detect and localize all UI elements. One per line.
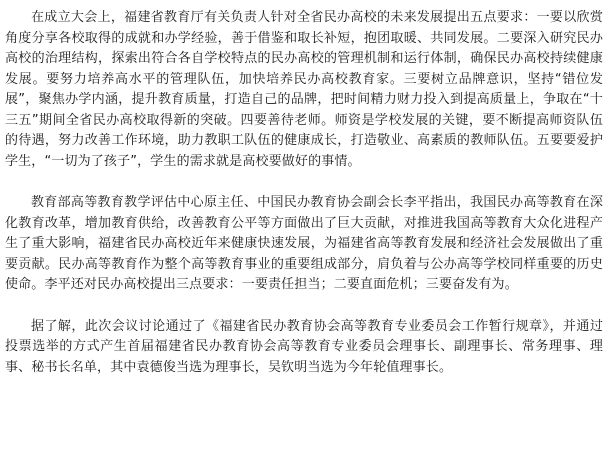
paragraph-spacer	[5, 296, 603, 317]
article-body	[5, 8, 603, 378]
article-paragraph: 据了解，此次会议讨论通过了《福建省民办教育协会高等教育专业委员会工作暂行规章》，并通过投票选举的方式产生首届福建省民办教育协会高等教育专业委员会理事长、副理事长、常务理事、理事、秘书长名单，其中袁德俊当选为理事长，吴钦明当选为今年轮值理事长。	[5, 318, 603, 375]
article-paragraph: 教育部高等教育教学评估中心原主任、中国民办教育协会副会长李平指出，我国民办高等教育在深化教育改革，增加教育供给，改善教育公平等方面做出了巨大贡献，对推进我国高等教育大众化进程产生了重大影响，福建省民办高校近年来健康快速发展，为福建省高等教育发展和经济社会发展做出了重要贡献。民办高等教育作为整个高等教育事业的重要组成部分，肩负着与公办高等学校同样重要的历史使命。李平还对民办高校提出三点要求：一要责任担当；二要直面危机；三要奋发有为。	[5, 195, 603, 292]
article-paragraph: 在成立大会上，福建省教育厅有关负责人针对全省民办高校的未来发展提出五点要求：一要以欣赏角度分享各校取得的成就和办学经验，善于借鉴和取长补短，抱团取暖、共同发展。二要深入研究民办高校的治理结构，探索出符合各自学校特点的民办高校的管理机制和运行体制，确保民办高校持续健康发展。要努力培养高水平的管理队伍，加快培养民办高校教育家。三要树立品牌意识，坚持“错位发展”，聚焦办学内涵，提升教育质量，打造自己的品牌，把时间精力财力投入到提高质量上，争取在“十三五”期间全省民办高校取得新的突破。四要善待老师。师资是学校发展的关键，要不断提高师资队伍的待遇，努力改善工作环境，助力教职工队伍的健康成长，打造敬业、高素质的教师队伍。五要要爱护学生，“一切为了孩子”，学生的需求就是高校要做好的事情。	[5, 10, 603, 169]
paragraph-spacer	[5, 172, 603, 193]
